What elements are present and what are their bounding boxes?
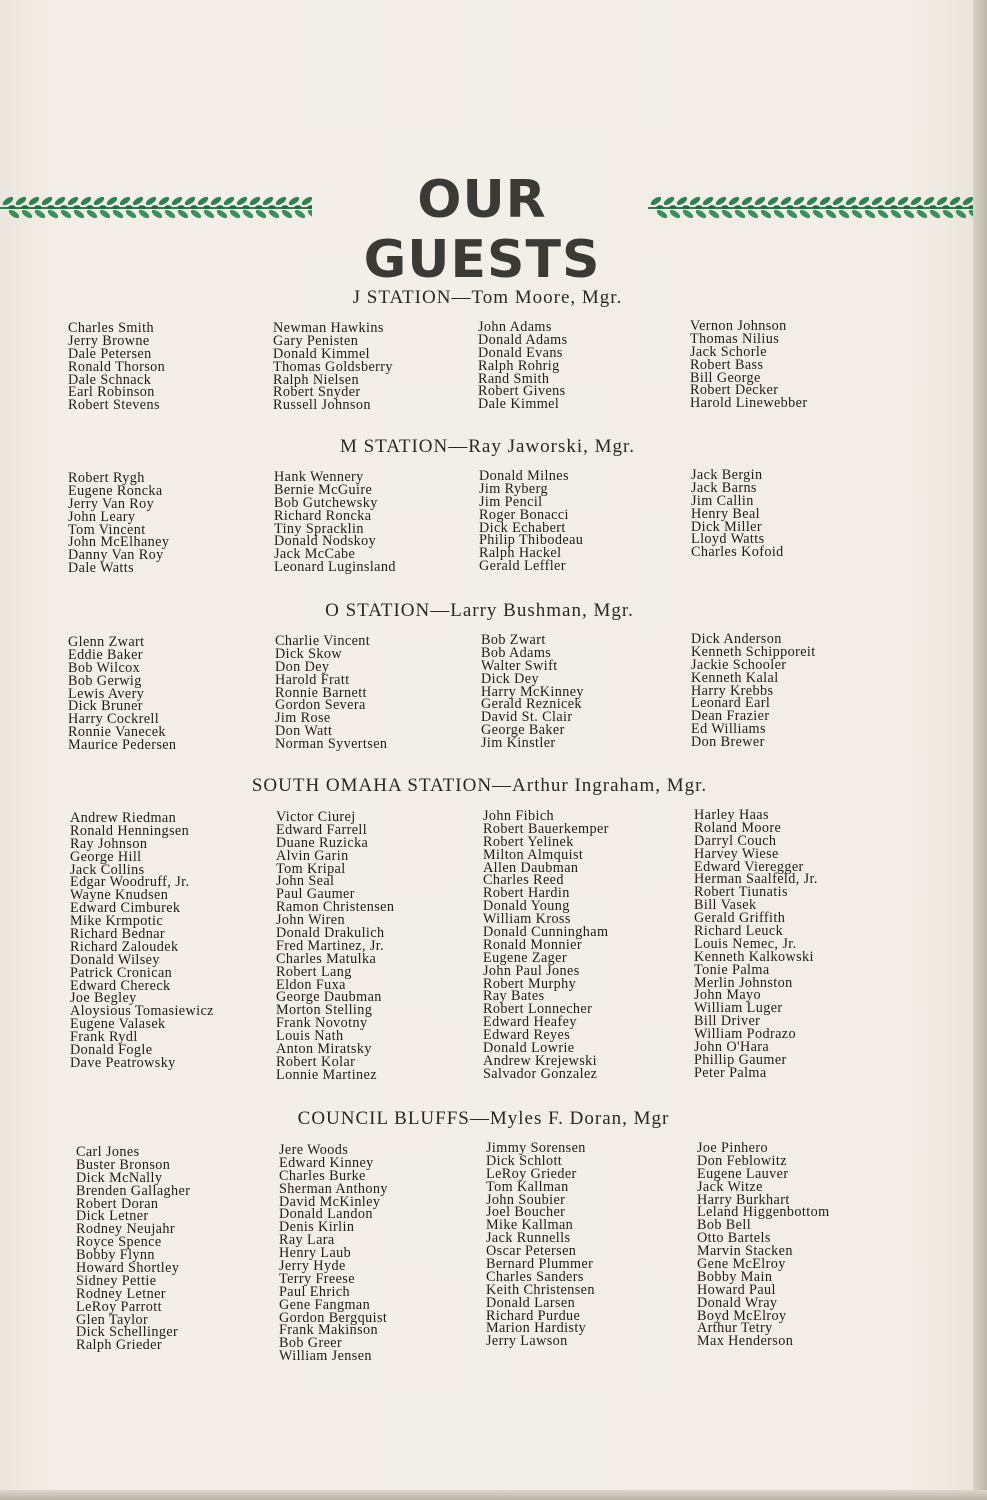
- guest-name: Jerry Hyde: [279, 1258, 346, 1275]
- guest-name: Harry Cockrell: [68, 711, 160, 728]
- guest-name: Richard Leuck: [694, 923, 784, 940]
- guest-name: Donald Landon: [279, 1206, 373, 1223]
- guest-name: Bill George: [690, 369, 761, 386]
- guest-name: Phillip Gaumer: [694, 1051, 787, 1068]
- guest-column: [279, 1144, 388, 1363]
- guest-name: Robert Doran: [76, 1195, 159, 1212]
- guest-name: Arthur Tetry: [697, 1320, 773, 1337]
- guest-name: Ed Williams: [691, 721, 766, 738]
- section-heading-j-station: J STATION—Tom Moore, Mgr.: [352, 287, 623, 308]
- guest-name: Newman Hawkins: [273, 320, 384, 336]
- guest-name: Tom Kripal: [276, 860, 346, 877]
- guest-name: Edward Kinney: [279, 1154, 374, 1171]
- guest-name: David St. Clair: [481, 709, 573, 726]
- guest-name: Harry Burkhart: [697, 1191, 790, 1208]
- guest-name: Keith Christensen: [486, 1281, 595, 1298]
- guest-name: Howard Paul: [697, 1281, 776, 1298]
- guest-column: [694, 809, 818, 1080]
- guest-name: Ralph Grieder: [76, 1337, 162, 1354]
- guest-name: William Kross: [483, 911, 571, 928]
- guest-name: Norman Syvertsen: [275, 736, 388, 753]
- guest-name: Morton Stelling: [276, 1002, 373, 1019]
- laurel-border-right-icon: [648, 188, 973, 224]
- guest-name: Rand Smith: [478, 370, 550, 387]
- guest-name: Eugene Roncka: [68, 482, 163, 499]
- guest-name: Glen Taylor: [76, 1311, 149, 1328]
- guest-column: [691, 633, 816, 749]
- guest-name: Louis Nath: [276, 1028, 344, 1045]
- guest-name: John O'Hara: [694, 1039, 770, 1056]
- guest-name: Edward Vieregger: [694, 858, 804, 875]
- guest-name: John Leary: [68, 508, 136, 525]
- guest-name: Robert Tiunatis: [694, 884, 788, 901]
- guest-name: Paul Ehrich: [279, 1283, 350, 1300]
- guest-name: Dale Schnack: [68, 371, 152, 388]
- guest-name: Dave Peatrowsky: [70, 1054, 176, 1071]
- guest-name: Ronnie Barnett: [275, 684, 367, 701]
- guest-name: Eddie Baker: [68, 646, 143, 663]
- guest-column: [478, 321, 568, 411]
- guest-name: Don Dey: [275, 658, 330, 675]
- guest-name: Brenden Gallagher: [76, 1182, 191, 1199]
- guest-name: Harold Fratt: [275, 671, 350, 688]
- guest-name: Robert Snyder: [273, 384, 361, 401]
- guest-name: Tiny Spracklin: [274, 520, 364, 537]
- guest-name: Allen Daubman: [483, 859, 579, 876]
- guest-name: Herman Saalfeld, Jr.: [694, 871, 818, 888]
- guest-name: Terry Freese: [279, 1270, 355, 1287]
- guest-name: Thomas Nilius: [690, 330, 780, 347]
- guest-name: Bob Adams: [481, 644, 552, 661]
- guest-name: Joel Boucher: [486, 1204, 566, 1221]
- guest-name: Dick McNally: [76, 1169, 163, 1186]
- guest-name: Otto Bartels: [697, 1230, 771, 1247]
- guest-column: [486, 1142, 595, 1348]
- guest-name: Tom Kallman: [486, 1178, 569, 1195]
- page-title: OUR GUESTS: [363, 170, 601, 290]
- guest-column: [68, 636, 176, 752]
- guest-name: Sherman Anthony: [279, 1180, 388, 1197]
- guest-name: Dale Watts: [68, 560, 135, 577]
- guest-name: William Podrazo: [694, 1026, 796, 1043]
- guest-name: John Paul Jones: [483, 962, 580, 979]
- guest-name: Gordon Bergquist: [279, 1309, 388, 1326]
- guest-column: [274, 471, 396, 574]
- guest-name: Danny Van Roy: [68, 547, 164, 564]
- guest-name: Harley Haas: [694, 807, 769, 823]
- guest-name: Peter Palma: [694, 1064, 767, 1081]
- guest-name: Russell Johnson: [273, 397, 371, 414]
- guest-name: Charles Kofoid: [691, 544, 784, 561]
- guest-name: Robert Lonnecher: [483, 1001, 593, 1018]
- guest-name: Henry Laub: [279, 1245, 352, 1262]
- guest-name: Denis Kirlin: [279, 1219, 355, 1236]
- guest-name: Mike Kallman: [486, 1217, 574, 1234]
- guest-name: Dick Schellinger: [76, 1324, 179, 1341]
- guest-name: Edward Reyes: [483, 1027, 571, 1044]
- guest-name: Gary Penisten: [273, 332, 359, 349]
- guest-name: LeRoy Parrott: [76, 1298, 162, 1315]
- guest-name: George Baker: [481, 722, 565, 739]
- guest-name: David McKinley: [279, 1193, 381, 1210]
- guest-name: Aloysious Tomasiewicz: [70, 1003, 214, 1020]
- guest-name: Bob Wilcox: [68, 659, 141, 676]
- guest-name: Edward Heafey: [483, 1014, 577, 1031]
- guest-name: Lewis Avery: [68, 685, 145, 702]
- guest-name: Jack Runnells: [486, 1230, 571, 1247]
- guest-name: Bernie McGuire: [274, 481, 373, 498]
- guest-column: [68, 322, 165, 412]
- guest-name: Dale Kimmel: [478, 396, 560, 413]
- guest-name: Bill Driver: [694, 1013, 761, 1030]
- guest-name: Donald Lowrie: [483, 1040, 575, 1057]
- guest-name: Eugene Zager: [483, 949, 567, 966]
- guest-name: Harold Linewebber: [690, 395, 808, 412]
- guest-name: Oscar Petersen: [486, 1243, 577, 1260]
- guest-name: LeRoy Grieder: [486, 1165, 577, 1182]
- guest-name: Gerald Griffith: [694, 910, 786, 927]
- guest-column: [70, 812, 214, 1070]
- section-heading-south-omaha: SOUTH OMAHA STATION—Arthur Ingraham, Mgr.: [251, 775, 708, 796]
- guest-name: Don Watt: [275, 723, 333, 740]
- guest-name: Dick Dey: [481, 670, 539, 687]
- guest-name: George Hill: [70, 848, 142, 865]
- guest-name: Donald Fogle: [70, 1042, 153, 1059]
- guest-column: [276, 811, 394, 1082]
- guest-name: Jim Kinstler: [481, 735, 556, 752]
- guest-name: Ronald Henningsen: [70, 822, 190, 839]
- guest-name: Charles Sanders: [486, 1268, 584, 1285]
- guest-name: Robert Givens: [478, 383, 566, 400]
- guest-name: Donald Wilsey: [70, 951, 160, 968]
- guest-name: Jerry Browne: [68, 332, 150, 349]
- section-heading-council-bluffs: COUNCIL BLUFFS—Myles F. Doran, Mgr: [297, 1108, 670, 1129]
- guest-name: Boyd McElroy: [697, 1307, 787, 1324]
- guest-name: George Daubman: [276, 989, 382, 1006]
- guest-name: Robert Murphy: [483, 975, 577, 992]
- guest-name: Robert Decker: [690, 382, 779, 399]
- guest-name: Dick Echabert: [479, 519, 566, 536]
- guest-name: Donald Young: [483, 898, 570, 915]
- guest-name: Robert Rygh: [68, 470, 145, 486]
- guest-name: Bobby Main: [697, 1268, 773, 1285]
- guest-name: Donald Larsen: [486, 1294, 576, 1311]
- guest-name: Kenneth Kalkowski: [694, 948, 814, 965]
- guest-name: Frank Rydl: [70, 1029, 138, 1046]
- guest-name: Dean Frazier: [691, 708, 770, 725]
- guest-name: Dick Anderson: [691, 631, 782, 647]
- guest-name: Ronald Thorson: [68, 358, 166, 375]
- guest-name: William Jensen: [279, 1348, 372, 1365]
- guest-name: Dick Skow: [275, 645, 343, 662]
- guest-column: [690, 320, 808, 410]
- guest-name: Dick Schlott: [486, 1152, 563, 1169]
- guest-name: Donald Cunningham: [483, 924, 609, 941]
- guest-name: Walter Swift: [481, 657, 558, 674]
- guest-name: Ronald Monnier: [483, 936, 582, 953]
- guest-name: Dick Letner: [76, 1208, 149, 1225]
- guest-name: John McElhaney: [68, 534, 170, 551]
- guest-name: Mike Krmpotic: [70, 913, 164, 930]
- guest-name: Jerry Lawson: [486, 1333, 568, 1350]
- guest-name: Jack McCabe: [274, 546, 356, 563]
- guest-name: Philip Thibodeau: [479, 532, 584, 549]
- guest-name: Ray Lara: [279, 1232, 335, 1249]
- guest-name: Jim Callin: [691, 492, 754, 509]
- guest-name: Kenneth Schipporeit: [691, 643, 816, 660]
- guest-name: Bob Greer: [279, 1335, 343, 1352]
- guest-name: Bob Gerwig: [68, 672, 142, 689]
- page-edge: [0, 1490, 987, 1500]
- guest-name: Joe Pinhero: [697, 1140, 768, 1156]
- guest-name: Harry Krebbs: [691, 682, 774, 699]
- guest-name: Sidney Pettie: [76, 1272, 157, 1289]
- guest-name: Harry McKinney: [481, 683, 584, 700]
- guest-name: Ramon Christensen: [276, 899, 395, 916]
- guest-name: Edward Cimburek: [70, 900, 181, 917]
- guest-name: Charles Reed: [483, 872, 564, 889]
- guest-name: Robert Hardin: [483, 885, 570, 902]
- guest-name: Robert Kolar: [276, 1053, 356, 1070]
- guest-name: Jim Rose: [275, 710, 331, 727]
- guest-name: Victor Ciurej: [276, 809, 356, 825]
- guest-name: Jere Woods: [279, 1142, 349, 1158]
- guest-name: Richard Zaloudek: [70, 938, 179, 955]
- guest-column: [76, 1146, 190, 1352]
- guest-name: Richard Bednar: [70, 926, 166, 943]
- guest-name: Henry Beal: [691, 505, 761, 522]
- guest-name: Ralph Nielsen: [273, 371, 359, 388]
- guest-column: [697, 1142, 830, 1348]
- guest-name: John Wiren: [276, 912, 345, 929]
- guest-name: Paul Gaumer: [276, 886, 355, 903]
- guest-name: Tonie Palma: [694, 961, 770, 978]
- guest-name: Charles Smith: [68, 320, 154, 336]
- guest-name: Robert Stevens: [68, 397, 160, 414]
- guest-name: John Soubier: [486, 1191, 566, 1208]
- guest-name: Eldon Fuxa: [276, 976, 346, 993]
- guest-name: Gene McElroy: [697, 1256, 786, 1273]
- guest-name: Frank Makinson: [279, 1322, 378, 1339]
- guest-name: John Fibich: [483, 808, 555, 824]
- guest-name: Dick Miller: [691, 518, 762, 535]
- guest-name: Don Brewer: [691, 734, 765, 751]
- guest-name: Leland Higgenbottom: [697, 1204, 830, 1221]
- guest-name: Salvador Gonzalez: [483, 1065, 598, 1082]
- guest-name: Lonnie Martinez: [276, 1066, 377, 1083]
- guest-name: Duane Ruzicka: [276, 834, 369, 851]
- guest-name: Ralph Hackel: [479, 545, 562, 562]
- guest-name: Leonard Earl: [691, 695, 771, 712]
- guest-name: Gene Fangman: [279, 1296, 371, 1313]
- guest-name: Donald Nodskoy: [274, 533, 377, 550]
- guest-name: Andrew Riedman: [70, 810, 177, 826]
- guest-name: Bob Zwart: [481, 632, 546, 648]
- guest-name: Howard Shortley: [76, 1260, 180, 1277]
- guest-column: [273, 322, 393, 412]
- guest-name: Ralph Rohrig: [478, 357, 560, 374]
- guest-name: Donald Wray: [697, 1294, 778, 1311]
- guest-name: Lloyd Watts: [691, 531, 765, 548]
- guest-name: Maurice Pedersen: [68, 737, 177, 754]
- guest-name: Jack Schorle: [690, 343, 767, 360]
- guest-column: [479, 470, 583, 573]
- guest-column: [483, 810, 609, 1081]
- guest-name: Carl Jones: [76, 1144, 140, 1160]
- guest-name: Roger Bonacci: [479, 506, 569, 523]
- guest-name: Donald Milnes: [479, 468, 569, 484]
- guest-name: Merlin Johnston: [694, 974, 793, 991]
- guest-column: [275, 635, 387, 751]
- guest-name: Charlie Vincent: [275, 633, 371, 649]
- guest-name: Edward Farrell: [276, 821, 368, 838]
- guest-name: Jerry Van Roy: [68, 495, 155, 512]
- guest-name: Donald Drakulich: [276, 925, 385, 942]
- guest-name: Donald Evans: [478, 344, 563, 361]
- guest-name: Jack Bergin: [691, 467, 763, 483]
- guest-name: Alvin Garin: [276, 847, 349, 864]
- guest-name: Hank Wennery: [274, 469, 364, 485]
- guest-name: William Luger: [694, 1000, 783, 1017]
- guest-column: [691, 469, 784, 559]
- guest-name: Royce Spence: [76, 1234, 162, 1251]
- laurel-border-left-icon: [0, 188, 312, 224]
- guest-name: Patrick Cronican: [70, 964, 173, 981]
- guest-name: Richard Purdue: [486, 1307, 581, 1324]
- guest-name: Rodney Letner: [76, 1285, 166, 1302]
- guest-name: John Mayo: [694, 987, 762, 1004]
- section-heading-m-station: M STATION—Ray Jaworski, Mgr.: [339, 436, 636, 457]
- guest-name: Ray Bates: [483, 988, 545, 1005]
- guest-name: Bob Bell: [697, 1217, 752, 1234]
- guest-name: Robert Bauerkemper: [483, 820, 609, 837]
- guest-name: Wayne Knudsen: [70, 887, 169, 904]
- guest-name: Ronnie Vanecek: [68, 724, 166, 741]
- guest-name: Eugene Lauver: [697, 1165, 789, 1182]
- guest-name: Robert Bass: [690, 356, 764, 373]
- guest-name: Jimmy Sorensen: [486, 1140, 586, 1156]
- guest-name: Richard Roncka: [274, 507, 372, 524]
- guest-name: Robert Lang: [276, 963, 352, 980]
- guest-name: Donald Adams: [478, 331, 568, 348]
- guest-name: Max Henderson: [697, 1333, 794, 1350]
- guest-name: Frank Novotny: [276, 1015, 368, 1032]
- guest-name: Tom Vincent: [68, 521, 146, 538]
- guest-name: Fred Martinez, Jr.: [276, 937, 385, 954]
- guest-name: Leonard Luginsland: [274, 559, 396, 576]
- guest-name: Jim Pencil: [479, 493, 543, 510]
- guest-name: Jackie Schooler: [691, 656, 787, 673]
- guest-name: Marvin Stacken: [697, 1243, 793, 1260]
- guest-name: Edgar Woodruff, Jr.: [70, 874, 190, 891]
- guest-name: Milton Almquist: [483, 846, 584, 863]
- guest-name: Vernon Johnson: [690, 318, 787, 334]
- section-heading-o-station: O STATION—Larry Bushman, Mgr.: [325, 600, 634, 621]
- guest-name: Gerald Reznicek: [481, 696, 582, 713]
- guest-name: Charles Matulka: [276, 950, 377, 967]
- guest-name: Robert Yelinek: [483, 833, 574, 850]
- guest-name: Marion Hardisty: [486, 1320, 587, 1337]
- guest-name: Gordon Severa: [275, 697, 366, 714]
- guest-name: Roland Moore: [694, 819, 782, 836]
- guest-name: Don Feblowitz: [697, 1152, 787, 1169]
- guest-name: Eugene Valasek: [70, 1016, 166, 1033]
- guest-name: Andrew Krejewski: [483, 1052, 597, 1069]
- guest-name: Buster Bronson: [76, 1156, 171, 1173]
- guest-name: Bob Gutchewsky: [274, 494, 378, 511]
- guest-name: Jack Barns: [691, 479, 757, 496]
- guest-name: Bernard Plummer: [486, 1256, 594, 1273]
- guest-column: [68, 472, 169, 575]
- guest-column: [481, 634, 584, 750]
- guest-name: Jack Collins: [70, 861, 145, 878]
- guest-name: Kenneth Kalal: [691, 669, 779, 686]
- guest-name: Jim Ryberg: [479, 480, 548, 497]
- guest-name: Dale Petersen: [68, 345, 152, 362]
- guest-name: Ray Johnson: [70, 835, 148, 852]
- guest-name: Dick Bruner: [68, 698, 143, 715]
- guest-name: John Seal: [276, 873, 335, 890]
- guest-name: Gerald Leffler: [479, 558, 566, 575]
- guest-name: John Adams: [478, 319, 552, 335]
- guest-name: Earl Robinson: [68, 384, 155, 401]
- guest-name: Charles Burke: [279, 1167, 366, 1184]
- guest-name: Louis Nemec, Jr.: [694, 935, 797, 952]
- guest-name: Bill Vasek: [694, 897, 757, 914]
- guest-name: Darryl Couch: [694, 832, 777, 849]
- guest-name: Joe Begley: [70, 990, 137, 1007]
- guest-name: Rodney Neujahr: [76, 1221, 175, 1238]
- guest-name: Glenn Zwart: [68, 634, 145, 650]
- guest-name: Harvey Wiese: [694, 845, 779, 862]
- guest-name: Jack Witze: [697, 1178, 763, 1195]
- page-edge: [973, 0, 987, 1500]
- guest-name: Edward Chereck: [70, 977, 171, 994]
- guest-name: Thomas Goldsberry: [273, 358, 393, 375]
- guest-name: Bobby Flynn: [76, 1247, 155, 1264]
- guest-name: Donald Kimmel: [273, 345, 371, 362]
- guest-name: Anton Miratsky: [276, 1041, 372, 1058]
